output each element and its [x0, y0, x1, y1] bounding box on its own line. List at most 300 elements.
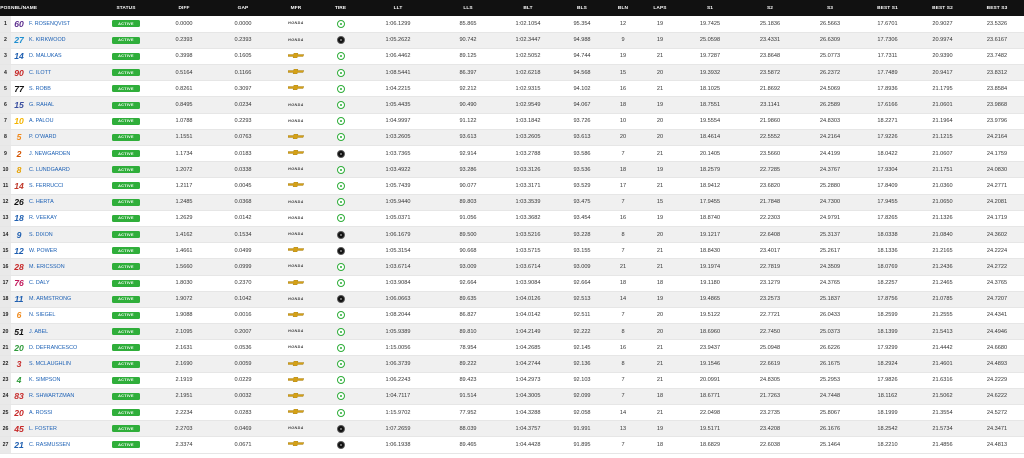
- laps-value: 19: [640, 421, 680, 437]
- s2-value: 22.7450: [740, 324, 800, 340]
- driver-name-link[interactable]: D. DEFRANCESCO: [29, 344, 78, 351]
- bs3-value: 24.2081: [970, 194, 1024, 210]
- chevrolet-bowtie-logo: [288, 441, 304, 448]
- status-badge: ACTIVE: [112, 263, 140, 270]
- gap-value: 0.0763: [217, 129, 269, 145]
- header-blt[interactable]: BLT: [523, 5, 533, 11]
- status-cell: [101, 243, 151, 259]
- llt-value: 1:08.2044: [358, 307, 438, 323]
- laps-value: 19: [640, 97, 680, 113]
- table-row[interactable]: [0, 243, 1024, 259]
- blt-value: 1:04.2973: [498, 372, 558, 388]
- bln-value: 14: [606, 291, 640, 307]
- status-cell: [101, 129, 151, 145]
- s3-value: 25.3137: [800, 226, 860, 242]
- tire-cell: [323, 243, 358, 259]
- table-row[interactable]: [0, 129, 1024, 145]
- driver-name-link[interactable]: C. LUNDGAARD: [29, 166, 70, 173]
- gap-value: 0.0183: [217, 146, 269, 162]
- laps-value: 19: [640, 291, 680, 307]
- table-row[interactable]: [0, 32, 1024, 48]
- car-number: 4: [16, 375, 22, 386]
- driver-name-link[interactable]: A. PALOU: [29, 118, 54, 125]
- honda-logo: HONDA: [288, 21, 304, 26]
- driver-name-link[interactable]: N. SIEGEL: [29, 312, 56, 319]
- s3-value: 25.0373: [800, 324, 860, 340]
- driver-cell: [11, 210, 101, 226]
- llt-value: 1:04.7117: [358, 388, 438, 404]
- position: 14: [0, 226, 11, 242]
- table-row[interactable]: [0, 97, 1024, 113]
- position: 25: [0, 405, 11, 421]
- gap-value: 0.0016: [217, 307, 269, 323]
- bs1-value: 18.2924: [860, 356, 915, 372]
- diff-value: 1.4162: [151, 226, 217, 242]
- header-lls[interactable]: LLS: [463, 5, 473, 11]
- car-number: 60: [14, 18, 24, 29]
- llt-value: 1:03.4922: [358, 162, 438, 178]
- status-badge: ACTIVE: [112, 166, 140, 173]
- lls-value: 92.914: [438, 146, 498, 162]
- table-row[interactable]: [0, 146, 1024, 162]
- status-cell: [101, 307, 151, 323]
- header-mfr[interactable]: MFR: [290, 5, 302, 11]
- bs3-value: 24.6680: [970, 340, 1024, 356]
- table-row[interactable]: [0, 421, 1024, 437]
- diff-value: 1.1734: [151, 146, 217, 162]
- bs1-value: 17.7489: [860, 65, 915, 81]
- bs2-value: 21.2165: [915, 243, 970, 259]
- car-number: 90: [14, 67, 24, 78]
- status-cell: [101, 81, 151, 97]
- bln-value: 19: [606, 48, 640, 64]
- bs2-value: 20.9390: [915, 48, 970, 64]
- s3-value: 24.3767: [800, 162, 860, 178]
- lls-value: 86.827: [438, 307, 498, 323]
- table-row[interactable]: [0, 340, 1024, 356]
- s1-value: 19.7425: [680, 16, 740, 32]
- driver-cell: [11, 113, 101, 129]
- status-badge: ACTIVE: [112, 247, 140, 254]
- llt-value: 1:05.7439: [358, 178, 438, 194]
- bs1-value: 18.2599: [860, 307, 915, 323]
- table-row[interactable]: [0, 307, 1024, 323]
- s2-value: 23.4017: [740, 243, 800, 259]
- table-row[interactable]: [0, 162, 1024, 178]
- diff-value: 1.4661: [151, 243, 217, 259]
- driver-cell: [11, 162, 101, 178]
- bs1-value: 18.0338: [860, 226, 915, 242]
- s3-value: 26.1676: [800, 421, 860, 437]
- table-row[interactable]: [0, 388, 1024, 404]
- s2-value: 21.8692: [740, 81, 800, 97]
- laps-value: 21: [640, 81, 680, 97]
- table-row[interactable]: [0, 259, 1024, 275]
- driver-name-link[interactable]: R. SHWARTZMAN: [29, 393, 75, 400]
- s3-value: 24.5069: [800, 81, 860, 97]
- s1-value: 19.1217: [680, 226, 740, 242]
- manufacturer-cell: [269, 243, 323, 259]
- blt-value: 1:03.1842: [498, 113, 558, 129]
- laps-value: 18: [640, 275, 680, 291]
- manufacturer-cell: [269, 210, 323, 226]
- bs2-value: 21.1326: [915, 210, 970, 226]
- driver-name-link[interactable]: S. FERRUCCI: [29, 182, 64, 189]
- gap-value: 0.1166: [217, 65, 269, 81]
- bs3-value: 24.2164: [970, 129, 1024, 145]
- blt-value: 1:04.0142: [498, 307, 558, 323]
- laps-value: 21: [640, 146, 680, 162]
- bls-value: 94.102: [558, 81, 606, 97]
- bls-value: 92.664: [558, 275, 606, 291]
- bln-value: 18: [606, 97, 640, 113]
- car-number: 11: [14, 294, 24, 305]
- bs3-value: 24.5272: [970, 405, 1024, 421]
- driver-name-link[interactable]: L. FOSTER: [29, 425, 57, 432]
- blt-value: 1:03.2605: [498, 129, 558, 145]
- alternate-tire-icon: [337, 117, 345, 125]
- car-number: 15: [14, 100, 24, 111]
- manufacturer-cell: [269, 372, 323, 388]
- s2-value: 22.7721: [740, 307, 800, 323]
- honda-logo: HONDA: [288, 215, 304, 220]
- header-best-s3[interactable]: BEST S3: [986, 5, 1008, 11]
- position: 3: [0, 48, 11, 64]
- manufacturer-cell: [269, 146, 323, 162]
- bs2-value: 21.0650: [915, 194, 970, 210]
- position: 8: [0, 129, 11, 145]
- bls-value: 93.228: [558, 226, 606, 242]
- car-number: 20: [14, 407, 24, 418]
- gap-value: 0.0999: [217, 259, 269, 275]
- header-best-s2[interactable]: BEST S2: [932, 5, 953, 11]
- tire-cell: [323, 307, 358, 323]
- driver-name-link[interactable]: J. NEWGARDEN: [29, 150, 71, 157]
- gap-value: 0.3097: [217, 81, 269, 97]
- lls-value: 89.125: [438, 48, 498, 64]
- driver-cell: [11, 421, 101, 437]
- laps-value: 21: [640, 178, 680, 194]
- alternate-tire-icon: [337, 409, 345, 417]
- bls-value: 93.586: [558, 146, 606, 162]
- status-cell: [101, 113, 151, 129]
- driver-name-link[interactable]: D. MALUKAS: [29, 53, 62, 60]
- header-s3[interactable]: S3: [826, 5, 834, 11]
- driver-name-link[interactable]: G. RAHAL: [29, 102, 55, 109]
- driver-name-link[interactable]: C. HERTA: [29, 199, 54, 206]
- table-row[interactable]: [0, 194, 1024, 210]
- status-cell: [101, 405, 151, 421]
- status-cell: [101, 421, 151, 437]
- lls-value: 92.664: [438, 275, 498, 291]
- header-name[interactable]: NBL/NAME: [11, 5, 38, 11]
- driver-name-link[interactable]: S. MCLAUGHLIN: [29, 361, 71, 368]
- bln-value: 7: [606, 307, 640, 323]
- header-laps[interactable]: LAPS: [653, 5, 667, 11]
- diff-value: 2.1631: [151, 340, 217, 356]
- honda-logo: HONDA: [288, 167, 304, 172]
- header-s1[interactable]: S1: [706, 5, 714, 11]
- bs3-value: 23.8584: [970, 81, 1024, 97]
- driver-name-link[interactable]: K. SIMPSON: [29, 377, 61, 384]
- header-best-s1[interactable]: BEST S1: [877, 5, 898, 11]
- alternate-tire-icon: [337, 166, 345, 174]
- laps-value: 21: [640, 372, 680, 388]
- header-s2[interactable]: S2: [766, 5, 774, 11]
- bln-value: 7: [606, 146, 640, 162]
- bs2-value: 21.4601: [915, 356, 970, 372]
- driver-name-link[interactable]: K. KIRKWOOD: [29, 37, 66, 44]
- diff-value: 0.8261: [151, 81, 217, 97]
- header-gap[interactable]: GAP: [237, 5, 249, 11]
- s1-value: 17.9455: [680, 194, 740, 210]
- bs3-value: 23.8312: [970, 65, 1024, 81]
- status-cell: [101, 32, 151, 48]
- diff-value: 0.2393: [151, 32, 217, 48]
- s3-value: 25.2953: [800, 372, 860, 388]
- status-badge: ACTIVE: [112, 20, 140, 27]
- lls-value: 93.286: [438, 162, 498, 178]
- s2-value: 25.1836: [740, 16, 800, 32]
- gap-value: 0.0229: [217, 372, 269, 388]
- gap-value: 0.0142: [217, 210, 269, 226]
- driver-name-link[interactable]: C. RASMUSSEN: [29, 441, 71, 448]
- laps-value: 18: [640, 437, 680, 453]
- laps-value: 21: [640, 259, 680, 275]
- s2-value: 23.4331: [740, 32, 800, 48]
- status-cell: [101, 48, 151, 64]
- tire-cell: [323, 275, 358, 291]
- status-badge: ACTIVE: [112, 231, 140, 238]
- driver-name-link[interactable]: S. ROBB: [29, 85, 51, 92]
- table-row[interactable]: [0, 275, 1024, 291]
- position: 2: [0, 32, 11, 48]
- header-llt[interactable]: LLT: [393, 5, 403, 11]
- s2-value: 24.8305: [740, 372, 800, 388]
- position: 19: [0, 307, 11, 323]
- bln-value: 7: [606, 437, 640, 453]
- driver-cell: [11, 259, 101, 275]
- blt-value: 1:04.0126: [498, 291, 558, 307]
- bs1-value: 17.9455: [860, 194, 915, 210]
- bs2-value: 21.2436: [915, 259, 970, 275]
- primary-tire-icon: [337, 425, 345, 433]
- table-row[interactable]: [0, 178, 1024, 194]
- manufacturer-cell: [269, 421, 323, 437]
- driver-cell: [11, 243, 101, 259]
- tire-cell: [323, 372, 358, 388]
- bs2-value: 21.5413: [915, 324, 970, 340]
- s1-value: 23.9437: [680, 340, 740, 356]
- driver-name-link[interactable]: P. O'WARD: [29, 134, 57, 141]
- table-row[interactable]: [0, 405, 1024, 421]
- bln-value: 20: [606, 129, 640, 145]
- driver-cell: [11, 307, 101, 323]
- laps-value: 21: [640, 48, 680, 64]
- blt-value: 1:03.5216: [498, 226, 558, 242]
- bs2-value: 21.1215: [915, 129, 970, 145]
- llt-value: 1:05.2622: [358, 32, 438, 48]
- lls-value: 90.742: [438, 32, 498, 48]
- manufacturer-cell: [269, 437, 323, 453]
- blt-value: 1:03.5715: [498, 243, 558, 259]
- manufacturer-cell: [269, 162, 323, 178]
- driver-name-link[interactable]: M. ARMSTRONG: [29, 296, 72, 303]
- s3-value: 26.5663: [800, 16, 860, 32]
- bls-value: 94.744: [558, 48, 606, 64]
- lls-value: 90.077: [438, 178, 498, 194]
- header-bls[interactable]: BLS: [577, 5, 587, 11]
- table-row[interactable]: [0, 16, 1024, 32]
- blt-value: 1:03.2788: [498, 146, 558, 162]
- status-badge: ACTIVE: [112, 280, 140, 287]
- driver-name-link[interactable]: W. POWER: [29, 247, 58, 254]
- table-row[interactable]: [0, 356, 1024, 372]
- gap-value: 0.0059: [217, 356, 269, 372]
- bls-value: 92.058: [558, 405, 606, 421]
- bls-value: 91.895: [558, 437, 606, 453]
- tire-cell: [323, 437, 358, 453]
- position: 12: [0, 194, 11, 210]
- bls-value: 92.099: [558, 388, 606, 404]
- s2-value: 23.5660: [740, 146, 800, 162]
- bls-value: 93.009: [558, 259, 606, 275]
- header-diff[interactable]: DIFF: [178, 5, 190, 11]
- position: 6: [0, 97, 11, 113]
- status-badge: ACTIVE: [112, 150, 140, 157]
- driver-name-link[interactable]: C. ILOTT: [29, 69, 52, 76]
- gap-value: 0.0000: [217, 16, 269, 32]
- manufacturer-cell: [269, 48, 323, 64]
- table-row[interactable]: [0, 226, 1024, 242]
- honda-logo: HONDA: [288, 199, 304, 204]
- alternate-tire-icon: [337, 263, 345, 271]
- lls-value: 89.635: [438, 291, 498, 307]
- lls-value: 90.490: [438, 97, 498, 113]
- table-row[interactable]: [0, 81, 1024, 97]
- table-row[interactable]: [0, 48, 1024, 64]
- position: 18: [0, 291, 11, 307]
- s1-value: 19.1180: [680, 275, 740, 291]
- bls-value: 95.354: [558, 16, 606, 32]
- driver-name-link[interactable]: J. ABEL: [29, 328, 49, 335]
- bln-value: 10: [606, 113, 640, 129]
- llt-value: 1:15.0056: [358, 340, 438, 356]
- alternate-tire-icon: [337, 101, 345, 109]
- table-row[interactable]: [0, 65, 1024, 81]
- bs3-value: 24.4893: [970, 356, 1024, 372]
- alternate-tire-icon: [337, 360, 345, 368]
- llt-value: 1:03.7365: [358, 146, 438, 162]
- bs1-value: 18.2271: [860, 113, 915, 129]
- bs3-value: 24.3765: [970, 275, 1024, 291]
- driver-cell: [11, 388, 101, 404]
- bs2-value: 21.0840: [915, 226, 970, 242]
- diff-value: 2.1690: [151, 356, 217, 372]
- driver-name-link[interactable]: M. ERICSSON: [29, 263, 65, 270]
- manufacturer-cell: [269, 226, 323, 242]
- blt-value: 1:02.9315: [498, 81, 558, 97]
- bs2-value: 21.2555: [915, 307, 970, 323]
- table-row[interactable]: [0, 113, 1024, 129]
- s1-value: 19.5554: [680, 113, 740, 129]
- manufacturer-cell: [269, 356, 323, 372]
- car-number: 26: [14, 197, 24, 208]
- lls-value: 93.009: [438, 259, 498, 275]
- laps-value: 15: [640, 194, 680, 210]
- bln-value: 14: [606, 405, 640, 421]
- table-row[interactable]: [0, 210, 1024, 226]
- bls-value: 92.136: [558, 356, 606, 372]
- lls-value: 91.122: [438, 113, 498, 129]
- driver-cell: [11, 65, 101, 81]
- bs1-value: 17.9226: [860, 129, 915, 145]
- s1-value: 19.4865: [680, 291, 740, 307]
- bln-value: 16: [606, 210, 640, 226]
- driver-cell: [11, 291, 101, 307]
- status-cell: [101, 275, 151, 291]
- bs2-value: 21.4856: [915, 437, 970, 453]
- s3-value: 26.2589: [800, 97, 860, 113]
- s2-value: 22.6408: [740, 226, 800, 242]
- blt-value: 1:03.3682: [498, 210, 558, 226]
- table-row[interactable]: [0, 437, 1024, 453]
- status-badge: ACTIVE: [112, 199, 140, 206]
- chevrolet-bowtie-logo: [288, 134, 304, 141]
- blt-value: 1:04.3288: [498, 405, 558, 421]
- status-badge: ACTIVE: [112, 361, 140, 368]
- bs2-value: 21.2465: [915, 275, 970, 291]
- bs3-value: 24.2224: [970, 243, 1024, 259]
- bs3-value: 24.1759: [970, 146, 1024, 162]
- llt-value: 1:07.2659: [358, 421, 438, 437]
- llt-value: 1:05.4435: [358, 97, 438, 113]
- driver-name-link[interactable]: R. VEEKAY: [29, 215, 58, 222]
- position: 1: [0, 16, 11, 32]
- driver-cell: [11, 340, 101, 356]
- manufacturer-cell: [269, 65, 323, 81]
- driver-cell: [11, 48, 101, 64]
- driver-name-link[interactable]: F. ROSENQVIST: [29, 20, 71, 27]
- driver-name-link[interactable]: C. DALY: [29, 280, 50, 287]
- lls-value: 86.397: [438, 65, 498, 81]
- chevrolet-bowtie-logo: [288, 69, 304, 76]
- status-cell: [101, 437, 151, 453]
- car-number: 51: [14, 326, 24, 337]
- honda-logo: HONDA: [288, 118, 304, 123]
- bln-value: 7: [606, 388, 640, 404]
- manufacturer-cell: [269, 340, 323, 356]
- driver-name-link[interactable]: A. ROSSI: [29, 409, 53, 416]
- car-number: 8: [16, 164, 22, 175]
- header-tire[interactable]: TIRE: [334, 5, 347, 11]
- table-row[interactable]: [0, 324, 1024, 340]
- header-status[interactable]: STATUS: [116, 5, 136, 11]
- table-row[interactable]: [0, 372, 1024, 388]
- llt-value: 1:08.5441: [358, 65, 438, 81]
- table-row[interactable]: [0, 291, 1024, 307]
- chevrolet-bowtie-logo: [288, 312, 304, 319]
- llt-value: 1:03.2605: [358, 129, 438, 145]
- header-pos[interactable]: POS: [0, 5, 11, 11]
- laps-value: 20: [640, 113, 680, 129]
- bs1-value: 17.6701: [860, 16, 915, 32]
- tire-cell: [323, 162, 358, 178]
- header-bln[interactable]: BLN: [617, 5, 629, 11]
- bls-value: 92.145: [558, 340, 606, 356]
- driver-name-link[interactable]: S. DIXON: [29, 231, 53, 238]
- bs1-value: 18.2210: [860, 437, 915, 453]
